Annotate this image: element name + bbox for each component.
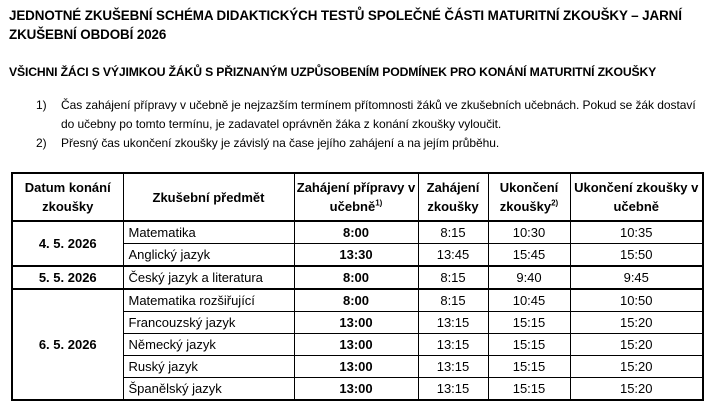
start-time-cell: 13:15 [418, 378, 488, 401]
end-time-cell: 15:15 [488, 356, 570, 378]
end-time-cell: 10:45 [488, 289, 570, 312]
end-time-cell: 15:15 [488, 334, 570, 356]
date-cell: 6. 5. 2026 [12, 289, 123, 400]
note-text: Přesný čas ukončení zkoušky je závislý na čase jejího zahájení a na jejím průběhu. [61, 136, 500, 150]
table-row [12, 221, 703, 244]
notes-list [36, 96, 700, 153]
start-time-cell: 8:15 [418, 266, 488, 289]
start-time-cell: 13:15 [418, 334, 488, 356]
document-title: JEDNOTNÉ ZKUŠEBNÍ SCHÉMA DIDAKTICKÝCH TESTŮ SPOLEČNÉ ČÁSTI MATURITNÍ ZKOUŠKY – JARNÍ ZKUŠEBNÍ OBDOBÍ 2026 [9, 8, 682, 42]
prep-time-cell: 13:00 [294, 378, 418, 401]
room-end-time-cell: 10:35 [570, 221, 703, 244]
note-item [36, 134, 700, 153]
header-exam-end: Ukončení zkoušky$^{2)}$ [488, 173, 570, 221]
table-header-row [12, 173, 703, 221]
prep-time-cell: 8:00 [294, 266, 418, 289]
end-time-cell: 15:45 [488, 244, 570, 267]
note-number: 2) [36, 136, 47, 150]
note-text: Čas zahájení přípravy v učebně je nejzazším termínem přítomnosti žáků ve zkušebních učebnách. Pokud se žák dostaví do učebny po tomto termínu, je zadavatel oprávněn žáka z konání zkoušky vyloučit. [61, 98, 696, 131]
start-time-cell: 8:15 [418, 289, 488, 312]
note-number: 1) [36, 98, 47, 112]
header-room-end: Ukončení zkoušky v učebně [570, 173, 703, 221]
header-prep-start: Zahájení přípravy v učebně$^{1)}$ [294, 173, 418, 221]
end-time-cell: 15:15 [488, 312, 570, 334]
header-subject: Zkušební předmět [123, 173, 294, 221]
prep-time-cell: 13:00 [294, 312, 418, 334]
room-end-time-cell: 15:20 [570, 334, 703, 356]
start-time-cell: 8:15 [418, 221, 488, 244]
subject-cell: Ruský jazyk [123, 356, 294, 378]
header-exam-start: Zahájení zkoušky [418, 173, 488, 221]
subject-cell: Německý jazyk [123, 334, 294, 356]
room-end-time-cell: 10:50 [570, 289, 703, 312]
subject-cell: Matematika rozšiřující [123, 289, 294, 312]
room-end-time-cell: 15:20 [570, 356, 703, 378]
table-row [12, 266, 703, 289]
start-time-cell: 13:15 [418, 356, 488, 378]
subject-cell: Matematika [123, 221, 294, 244]
end-time-cell: 10:30 [488, 221, 570, 244]
room-end-time-cell: 15:50 [570, 244, 703, 267]
document-subtitle: VŠICHNI ŽÁCI S VÝJIMKOU ŽÁKŮ S PŘIZNANÝM UZPŮSOBENÍM PODMÍNEK PRO KONÁNÍ MATURITNÍ ZKOUŠKY [9, 65, 657, 79]
footnote-ref: 2) [551, 198, 559, 208]
header-date: Datum konání zkoušky [12, 173, 123, 221]
prep-time-cell: 8:00 [294, 289, 418, 312]
subject-cell: Španělský jazyk [123, 378, 294, 401]
subject-cell: Francouzský jazyk [123, 312, 294, 334]
room-end-time-cell: 15:20 [570, 378, 703, 401]
subject-cell: Anglický jazyk [123, 244, 294, 267]
prep-time-cell: 8:00 [294, 221, 418, 244]
start-time-cell: 13:45 [418, 244, 488, 267]
note-item [36, 96, 700, 134]
footnote-ref: 1) [375, 198, 383, 208]
end-time-cell: 9:40 [488, 266, 570, 289]
date-cell: 5. 5. 2026 [12, 266, 123, 289]
exam-schedule-table [11, 172, 704, 401]
room-end-time-cell: 15:20 [570, 312, 703, 334]
prep-time-cell: 13:00 [294, 356, 418, 378]
end-time-cell: 15:15 [488, 378, 570, 401]
subject-cell: Český jazyk a literatura [123, 266, 294, 289]
room-end-time-cell: 9:45 [570, 266, 703, 289]
prep-time-cell: 13:30 [294, 244, 418, 267]
table-row [12, 289, 703, 312]
prep-time-cell: 13:00 [294, 334, 418, 356]
start-time-cell: 13:15 [418, 312, 488, 334]
date-cell: 4. 5. 2026 [12, 221, 123, 266]
